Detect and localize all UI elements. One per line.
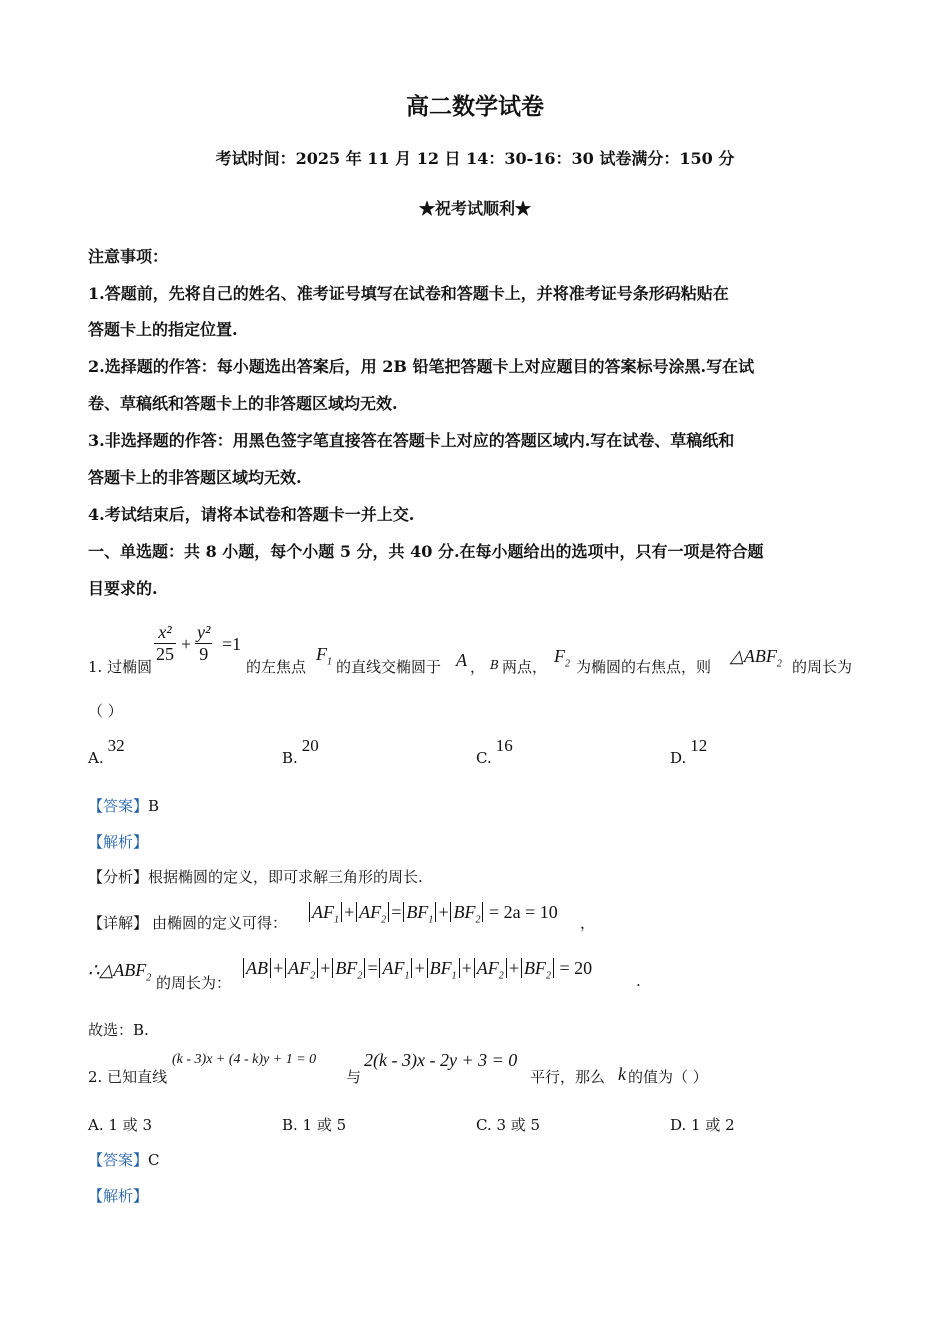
line-2-equation: 2(k - 3)x - 2y + 3 = 0 [364,1050,518,1070]
focus-f2: $F_2$ [554,646,570,670]
q1-choose: 故选：B. [88,1021,149,1039]
option-b: B. 1 或 5 [282,1116,347,1134]
q2-text: 与 [346,1068,362,1086]
section-heading: 一、单选题：共 8 小题，每个小题 5 分，共 40 分.在每小题给出的选项中，只有一项是符合题 [88,542,764,561]
therefore-triangle: $\therefore\triangle ABF_2$ [88,960,152,984]
q1-text: 的周长为 [792,658,853,676]
option-a: A. 1 或 3 [88,1116,152,1134]
q1-text: 的直线交椭圆于 [336,658,442,676]
q1-answer: 【答案】B [88,797,160,815]
q1-text: 为椭圆的右焦点，则 [576,658,712,676]
option-c: C. 3 或 5 [476,1116,541,1134]
variable-k: k [618,1064,626,1084]
q1-paren: （ ） [88,702,123,720]
detail-comma: ， [580,914,596,932]
page-title: 高二数学试卷 [406,93,544,120]
q1-text: ， [470,658,486,676]
exam-info: 考试时间：2025 年 11 月 12 日 14：30-16：30 试卷满分：150 分 [215,149,735,168]
plus-sign: + [181,634,192,654]
detail-text: 由椭圆的定义可得： [152,914,288,932]
q2-analysis-tag: 【解析】 [88,1187,149,1205]
fraction-y: $\frac{\text{y²}}{9}$ [197,622,211,664]
point-a: A [456,650,467,670]
detail-equation: $AF_1 + AF_2 = BF_1 + BF_2 = 2a = 10$ [308,902,558,926]
equals-one: =1 [222,634,242,654]
period: . [636,972,641,990]
note-line: 4.考试结束后，请将本试卷和答题卡一并上交. [88,505,415,524]
option-c: C.16 [476,736,513,767]
note-line: 2.选择题的作答：每小题选出答案后，用 2B 铅笔把答题卡上对应题目的答案标号涂黑.写在试 [88,357,755,376]
note-line: 3.非选择题的作答：用黑色签字笔直接答在答题卡上对应的答题区域内.写在试卷、草稿纸和 [88,431,735,450]
q2-text: 平行，那么 [530,1068,606,1086]
option-a: A.32 [88,736,125,767]
q1-prefix: 1. 过椭圆 [88,658,153,676]
option-d: D.12 [670,736,708,767]
section-heading-cont: 目要求的. [88,579,158,598]
q1-text: 两点， [502,658,548,676]
notes-heading: 注意事项： [88,247,169,266]
q2-prefix: 2. 已知直线 [88,1068,168,1086]
line-1-equation: (k - 3)x + (4 - k)y + 1 = 0 [172,1052,317,1067]
note-line: 卷、草稿纸和答题卡上的非答题区域均无效. [88,394,398,413]
note-line: 1.答题前，先将自己的姓名、准考证号填写在试卷和答题卡上，并将准考证号条形码粘贴在 [88,284,729,303]
point-b: B [490,658,499,672]
focus-f1: $F_1$ [316,644,332,668]
q1-fenxi: 【分析】根据椭圆的定义，即可求解三角形的周长. [88,868,423,886]
q2-answer: 【答案】C [88,1151,160,1169]
q2-text: 的值为（ ） [628,1068,708,1086]
q1-text: 的左焦点 [246,658,307,676]
detail-tag: 【详解】 [88,914,149,932]
option-b: B.20 [282,736,319,767]
fraction-x: $\frac{\text{x²}}{25}$ [156,622,174,664]
q1-analysis-tag: 【解析】 [88,833,149,851]
option-d: D. 1 或 2 [670,1116,735,1134]
perimeter-text: 的周长为： [156,974,232,992]
good-luck-line: ★祝考试顺利★ [418,199,531,218]
perimeter-equation: AB + $AF_2 + BF_2 = AF_1 + BF_1 + AF_2 + BF_2 = 20$ [242,958,592,982]
note-line: 答题卡上的指定位置. [88,320,238,339]
note-line: 答题卡上的非答题区域均无效. [88,468,302,487]
triangle-abf2: $\triangle ABF_2$ [730,646,782,670]
